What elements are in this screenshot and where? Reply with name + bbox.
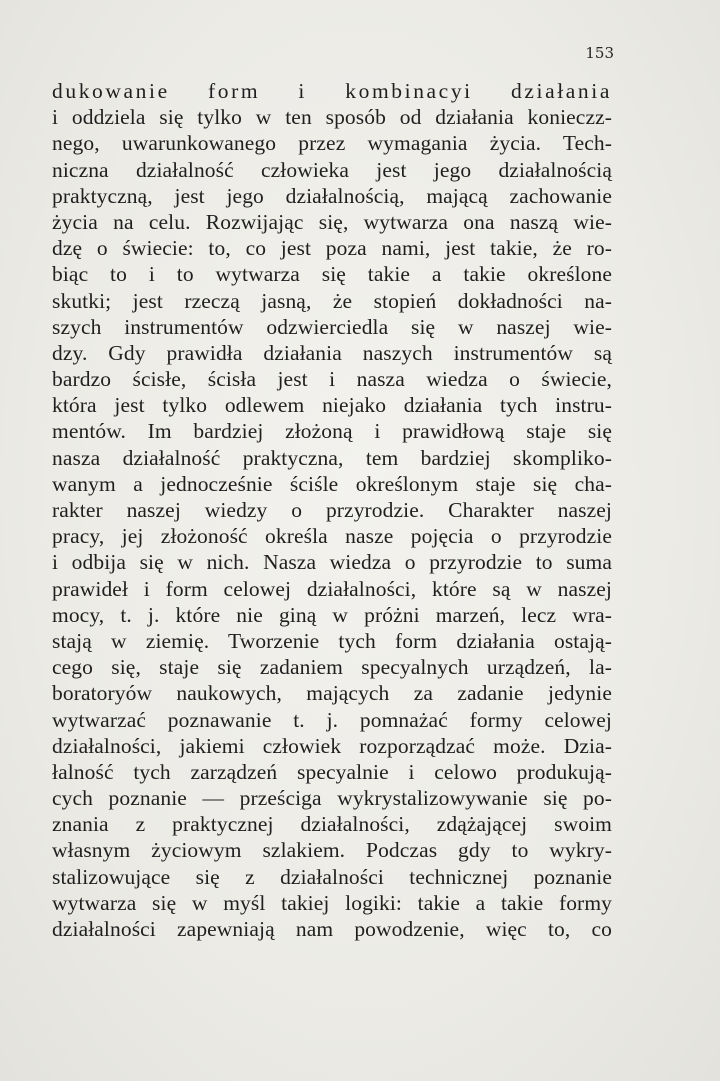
- text-line: nego, uwarunkowanego przez wymagania życia. Tech-: [52, 131, 612, 156]
- text-line: cych poznanie — prześciga wykrystalizowywanie się po-: [52, 786, 612, 811]
- text-line: i odbija się w nich. Nasza wiedza o przyrodzie to suma: [52, 550, 612, 575]
- text-line: działalności, jakiemi człowiek rozporządzać może. Dzia-: [52, 733, 612, 758]
- text-line: boratoryów naukowych, mających za zadanie jedynie: [52, 681, 612, 706]
- text-line: mocy, t. j. które nie giną w próżni marzeń, lecz wra-: [52, 602, 612, 627]
- text-line: mentów. Im bardziej złożoną i prawidłową staje się: [52, 419, 612, 444]
- text-line: prawideł i form celowej działalności, które są w naszej: [52, 576, 612, 601]
- text-line: szych instrumentów odzwierciedla się w naszej wie-: [52, 314, 612, 339]
- text-line: wanym a jednocześnie ściśle określonym staje się cha-: [52, 471, 612, 496]
- text-line: życia na celu. Rozwijając się, wytwarza ona naszą wie-: [52, 209, 612, 234]
- text-line: własnym życiowym szlakiem. Podczas gdy to wykry-: [52, 838, 612, 863]
- text-line: dzę o świecie: to, co jest poza nami, jest takie, że ro-: [52, 236, 612, 261]
- text-line: dzy. Gdy prawidła działania naszych instrumentów są: [52, 340, 612, 365]
- text-line: bardzo ścisłe, ścisła jest i nasza wiedza o świecie,: [52, 367, 612, 392]
- text-line: wytwarza się w myśl takiej logiki: takie a takie formy: [52, 890, 612, 915]
- text-line: niczna działalność człowieka jest jego działalnością: [52, 157, 612, 182]
- text-line: wytwarzać poznawanie t. j. pomnażać formy celowej: [52, 707, 612, 732]
- page-number: 153: [585, 44, 614, 62]
- text-line: i oddziela się tylko w ten sposób od działania konieczz-: [52, 105, 612, 130]
- text-line: działalności zapewniają nam powodzenie, więc to, co: [52, 917, 612, 941]
- body-text: [52, 78, 612, 942]
- text-line: rakter naszej wiedzy o przyrodzie. Charakter naszej: [52, 498, 612, 522]
- text-line: znania z praktycznej działalności, zdążającej swoim: [52, 812, 612, 837]
- text-line: nasza działalność praktyczna, tem bardziej skompliko-: [52, 445, 612, 470]
- text-line: biąc to i to wytwarza się takie a takie określone: [52, 262, 612, 287]
- text-line: cego się, staje się zadaniem specyalnych urządzeń, la-: [52, 655, 612, 680]
- text-line: stają w ziemię. Tworzenie tych form działania ostają-: [52, 628, 612, 653]
- text-line: dukowanie form i kombinacyi działania: [52, 79, 612, 103]
- text-line: praktyczną, jest jego działalnością, mającą zachowanie: [52, 183, 612, 208]
- text-line: skutki; jest rzeczą jasną, że stopień dokładności na-: [52, 288, 612, 313]
- text-line: stalizowujące się z działalności technicznej poznanie: [52, 864, 612, 889]
- text-line: pracy, jej złożoność określa nasze pojęcia o przyrodzie: [52, 524, 612, 549]
- text-line: która jest tylko odlewem niejako działania tych instru-: [52, 393, 612, 418]
- text-line: łalność tych zarządzeń specyalnie i celowo produkują-: [52, 759, 612, 784]
